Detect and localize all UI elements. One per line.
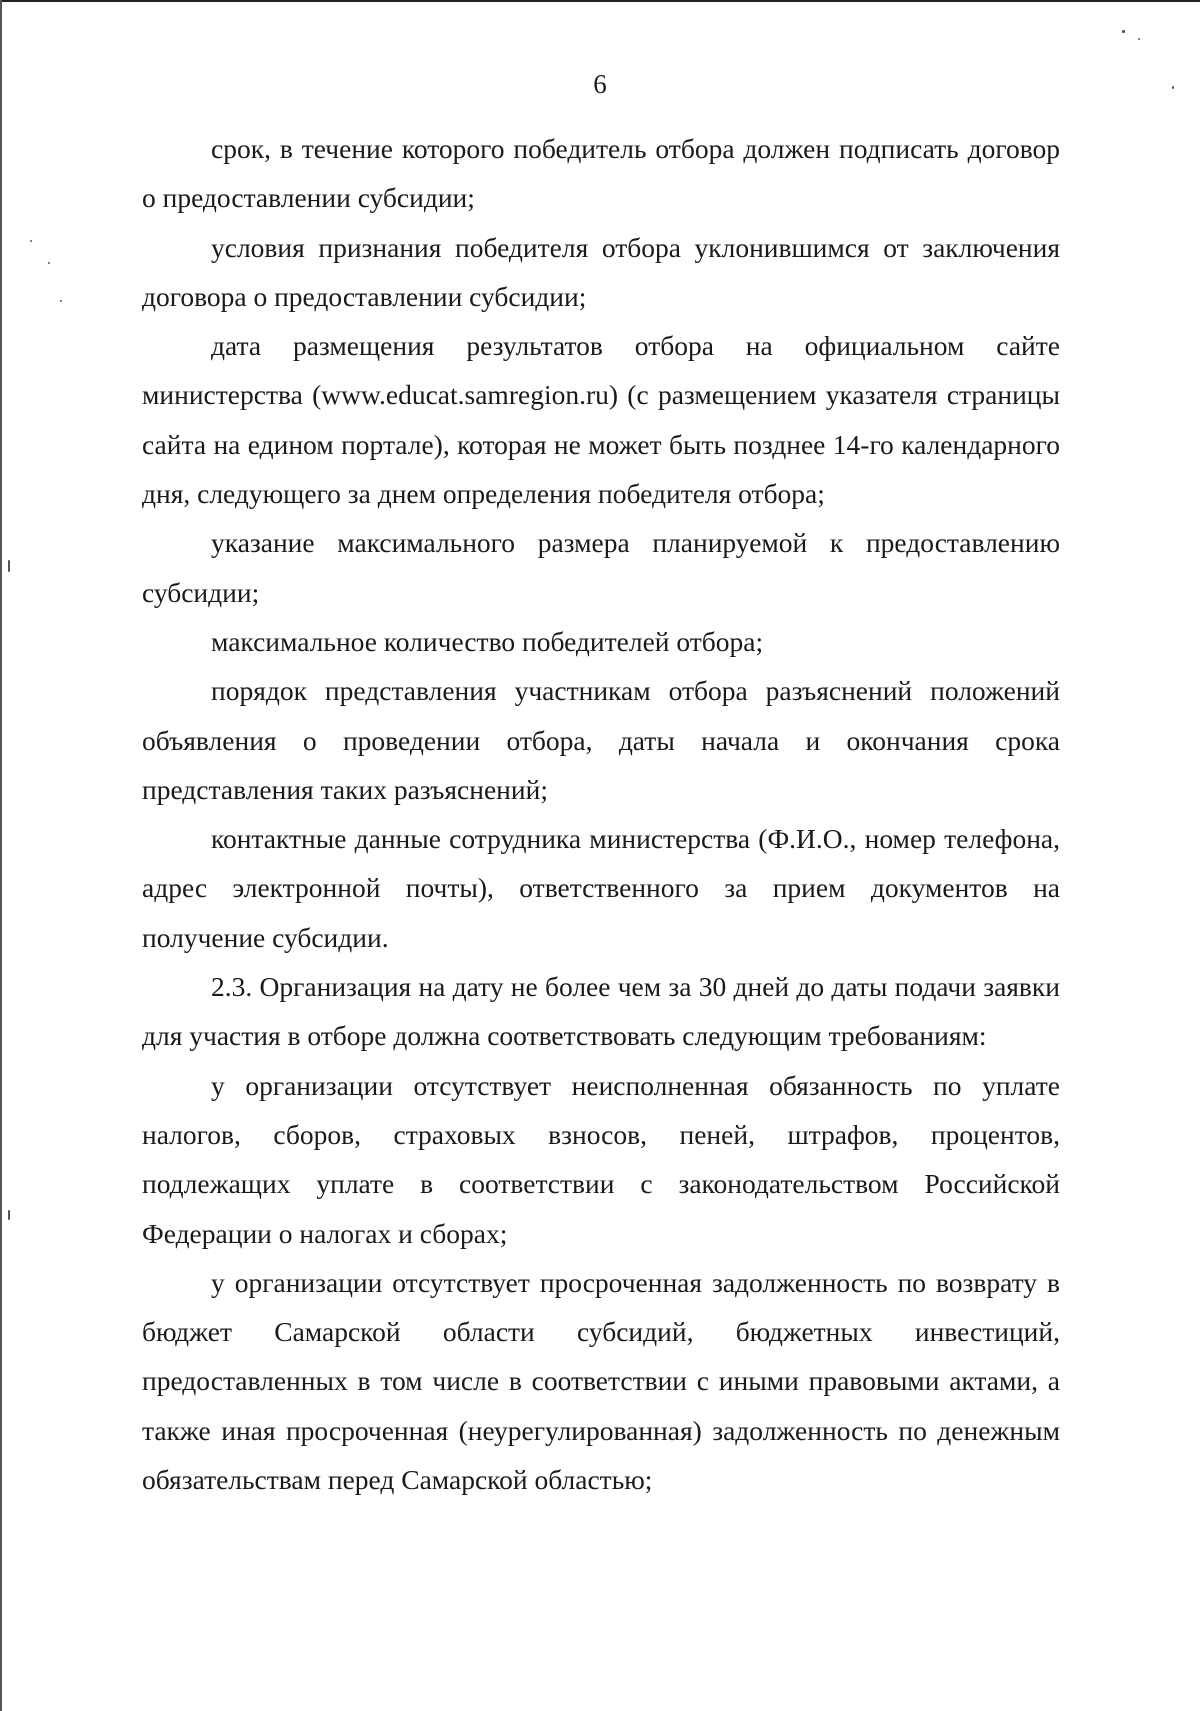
scan-speck bbox=[60, 300, 62, 302]
scan-speck bbox=[30, 240, 32, 242]
scan-speck bbox=[1138, 38, 1140, 40]
paragraph: 2.3. Организация на дату не более чем за 30 дней до даты подачи заявки для участия в отборе должна соответствовать следующим требованиям: bbox=[142, 971, 1060, 1052]
paragraph: условия признания победителя отбора уклонившимся от заключения договора о предоставлении субсидии; bbox=[142, 231, 1060, 312]
paragraph: контактные данные сотрудника министерства (Ф.И.О., номер телефона, адрес электронной почты), ответственного за прием документов на получение субсидии. bbox=[142, 823, 1060, 953]
page-number: 6 bbox=[593, 69, 607, 99]
paragraph: у организации отсутствует неисполненная обязанность по уплате налогов, сборов, страховых взносов, пеней, штрафов, процентов, подлежащих уплате в соответствии с законодательством Российской Федерации о налогах и сборах; bbox=[142, 1069, 1060, 1249]
scan-top-edge bbox=[0, 0, 1200, 2]
scan-speck bbox=[8, 1210, 10, 1220]
paragraph: срок, в течение которого победитель отбора должен подписать договор о предоставлении субсидии; bbox=[142, 133, 1060, 214]
paragraph: дата размещения результатов отбора на официальном сайте министерства (www.educat.samregion.ru) (с размещением указателя страницы сайта на едином портале), которая не может быть позднее 14-го календарного дня, следующего за днем определения победителя отбора; bbox=[142, 330, 1060, 510]
paragraph: порядок представления участникам отбора разъяснений положений объявления о проведении отбора, даты начала и окончания срока представления таких разъяснений; bbox=[142, 675, 1060, 805]
paragraph: указание максимального размера планируемой к предоставлению субсидии; bbox=[142, 527, 1060, 608]
scan-speck bbox=[48, 262, 50, 264]
document-body bbox=[142, 124, 1060, 1504]
paragraph: максимальное количество победителей отбора; bbox=[211, 625, 764, 657]
paragraph: у организации отсутствует просроченная задолженность по возврату в бюджет Самарской области субсидий, бюджетных инвестиций, предоставленных в том числе в соответствии с иными правовыми актами, а также иная просроченная (неурегулированная) задолженность по денежным обязательствам перед Самарской областью; bbox=[142, 1266, 1060, 1496]
scan-left-edge bbox=[0, 0, 2, 1711]
scan-speck bbox=[1122, 30, 1125, 33]
scan-speck bbox=[8, 560, 10, 572]
